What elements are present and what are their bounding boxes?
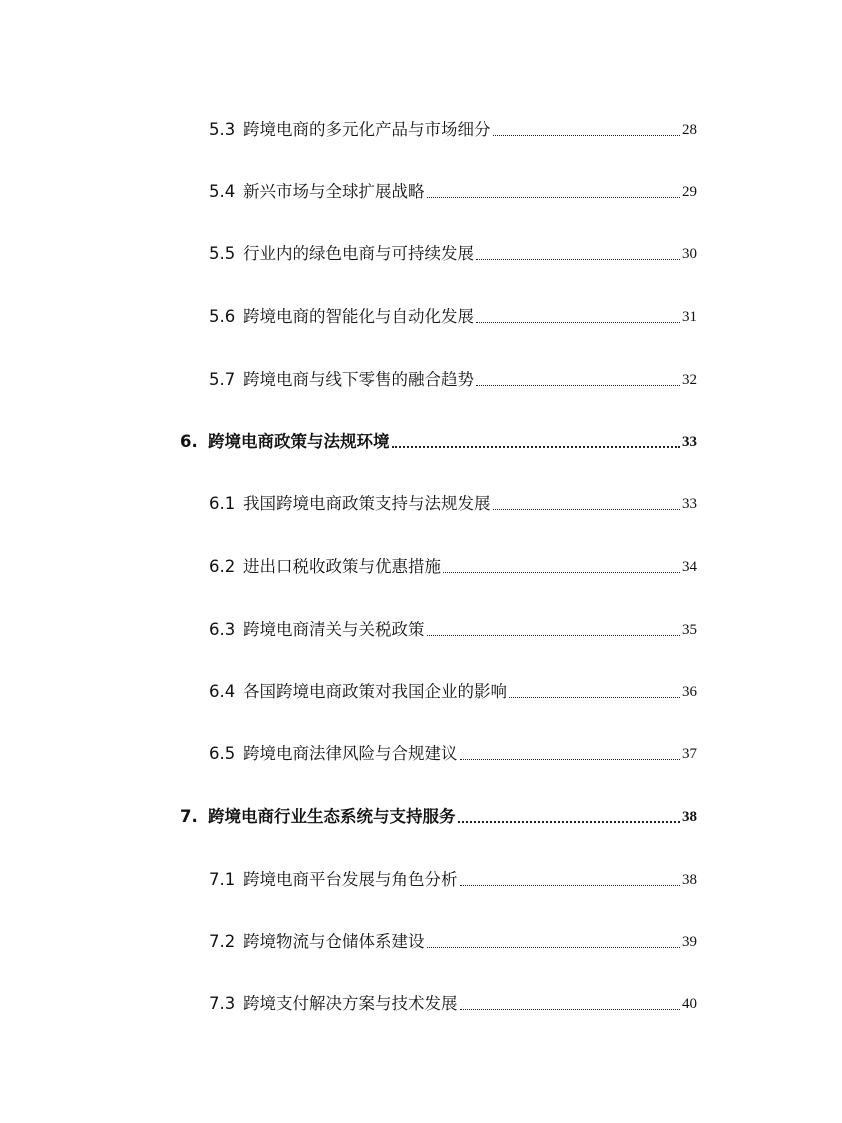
dot-leader bbox=[476, 385, 680, 386]
toc-entry-page: 33 bbox=[682, 496, 697, 512]
toc-entry-number: 6. bbox=[180, 432, 198, 451]
toc-entry-number: 5.3 bbox=[209, 120, 236, 139]
toc-entry[interactable] bbox=[209, 679, 697, 705]
toc-entry[interactable] bbox=[209, 617, 697, 643]
dot-leader bbox=[493, 135, 681, 136]
toc-entry-title: 各国跨境电商政策对我国企业的影响 bbox=[243, 682, 507, 701]
toc-entry-number: 7.3 bbox=[209, 994, 236, 1013]
toc-entry-title: 跨境电商与线下零售的融合趋势 bbox=[243, 370, 474, 389]
dot-leader bbox=[460, 759, 681, 760]
dot-leader bbox=[427, 635, 681, 636]
toc-entry-page: 35 bbox=[682, 622, 697, 638]
toc-entry-page: 28 bbox=[682, 122, 697, 138]
toc-entry-title: 跨境电商政策与法规环境 bbox=[208, 432, 390, 451]
toc-entry[interactable] bbox=[209, 741, 697, 767]
toc-entry[interactable] bbox=[209, 491, 697, 517]
toc-entry-title: 跨境支付解决方案与技术发展 bbox=[243, 994, 458, 1013]
dot-leader bbox=[509, 697, 680, 698]
dot-leader bbox=[460, 885, 681, 886]
toc-entry-title: 进出口税收政策与优惠措施 bbox=[243, 557, 441, 576]
toc-entry-page: 29 bbox=[682, 184, 697, 200]
toc-entry[interactable] bbox=[209, 867, 697, 893]
toc-entry-number: 5.4 bbox=[209, 182, 236, 201]
toc-entry-title: 跨境电商行业生态系统与支持服务 bbox=[208, 807, 456, 826]
toc-entry-title: 跨境物流与仓储体系建设 bbox=[243, 932, 425, 951]
toc-entry-title: 行业内的绿色电商与可持续发展 bbox=[243, 244, 474, 263]
toc-entry[interactable] bbox=[209, 304, 697, 330]
toc-entry-number: 6.3 bbox=[209, 620, 236, 639]
toc-entry-number: 7.2 bbox=[209, 932, 236, 951]
toc-entry[interactable] bbox=[209, 117, 697, 143]
toc-entry-page: 38 bbox=[682, 872, 697, 888]
toc-entry-number: 6.2 bbox=[209, 557, 236, 576]
toc-entry[interactable] bbox=[209, 554, 697, 580]
dot-leader bbox=[458, 821, 681, 823]
toc-entry-title: 跨境电商清关与关税政策 bbox=[243, 620, 425, 639]
toc-entry-page: 31 bbox=[682, 309, 697, 325]
dot-leader bbox=[392, 446, 681, 448]
toc-entry-page: 33 bbox=[682, 434, 697, 450]
toc-entry-page: 30 bbox=[682, 246, 697, 262]
toc-entry-number: 7. bbox=[180, 807, 198, 826]
toc-entry-title: 新兴市场与全球扩展战略 bbox=[243, 182, 425, 201]
dot-leader bbox=[427, 947, 681, 948]
toc-entry-number: 6.1 bbox=[209, 494, 236, 513]
toc-entry-number: 5.6 bbox=[209, 307, 236, 326]
toc-entry-title: 跨境电商法律风险与合规建议 bbox=[243, 744, 458, 763]
dot-leader bbox=[460, 1009, 681, 1010]
toc-entry-page: 34 bbox=[682, 559, 697, 575]
toc-entry-title: 跨境电商的多元化产品与市场细分 bbox=[243, 120, 491, 139]
toc-entry-number: 7.1 bbox=[209, 870, 236, 889]
dot-leader bbox=[476, 259, 680, 260]
toc-entry-page: 32 bbox=[682, 372, 697, 388]
toc-entry-page: 40 bbox=[682, 996, 697, 1012]
dot-leader bbox=[476, 322, 680, 323]
toc-entry-page: 36 bbox=[682, 684, 697, 700]
toc-entry[interactable] bbox=[209, 179, 697, 205]
toc-entry[interactable] bbox=[209, 991, 697, 1017]
dot-leader bbox=[443, 572, 680, 573]
toc-entry-page: 37 bbox=[682, 746, 697, 762]
toc-chapter-entry[interactable] bbox=[180, 429, 697, 455]
toc-entry[interactable] bbox=[209, 367, 697, 393]
toc-entry[interactable] bbox=[209, 241, 697, 267]
toc-entry-number: 5.7 bbox=[209, 370, 236, 389]
toc-entry-title: 我国跨境电商政策支持与法规发展 bbox=[243, 494, 491, 513]
toc-entry-number: 5.5 bbox=[209, 244, 236, 263]
toc-entry-number: 6.5 bbox=[209, 744, 236, 763]
toc-entry-page: 39 bbox=[682, 934, 697, 950]
dot-leader bbox=[493, 509, 681, 510]
toc-entry-page: 38 bbox=[682, 809, 697, 825]
toc-entry-number: 6.4 bbox=[209, 682, 236, 701]
toc-entry-title: 跨境电商的智能化与自动化发展 bbox=[243, 307, 474, 326]
toc-entry[interactable] bbox=[209, 929, 697, 955]
toc-chapter-entry[interactable] bbox=[180, 804, 697, 830]
toc-entry-title: 跨境电商平台发展与角色分析 bbox=[243, 870, 458, 889]
dot-leader bbox=[427, 197, 681, 198]
